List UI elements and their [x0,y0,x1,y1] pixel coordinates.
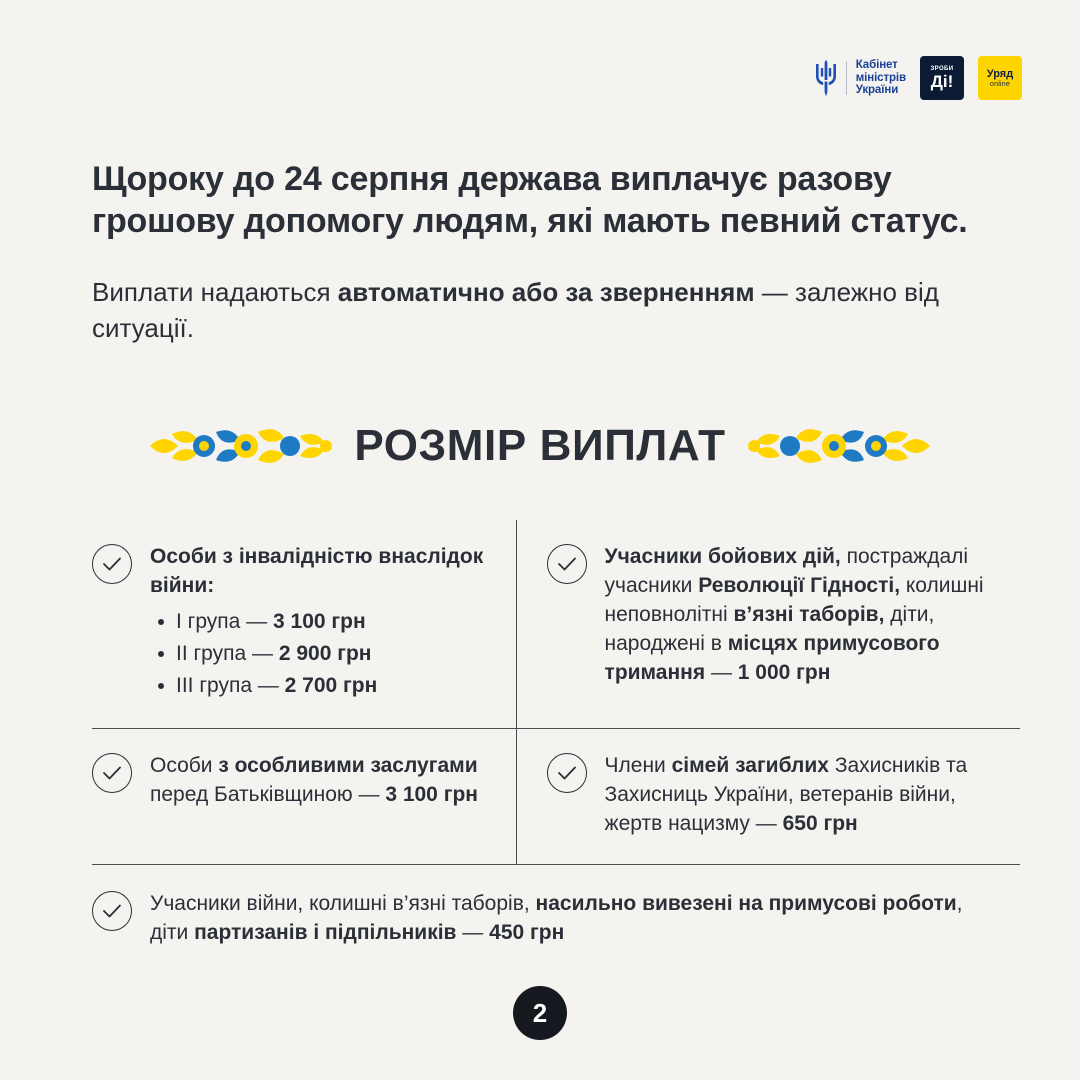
families-bold-2: сімей загиблих [671,754,829,777]
check-circle-icon [92,544,132,584]
header-logos [815,56,1022,100]
sub-text-before: Виплати надаються [92,277,338,307]
cabinet-of-ministers-logo [815,59,906,97]
section-title: РОЗМІР ВИПЛАТ [354,421,726,470]
floral-ornament-icon [142,418,332,474]
families-text-1: Члени [604,754,672,777]
gov-line-1: Кабінет [855,59,898,72]
list-item [176,670,492,702]
payment-card-families-text [605,751,996,838]
combatants-amount: 1 000 грн [737,661,831,684]
war-text-3: , діти [150,892,963,944]
war-bold-4: партизанів і підпільників [194,921,457,944]
payment-card-combatants-text [605,542,996,687]
sub-text-bold: автоматично або за зверненням [337,277,755,307]
group-3-label: III група — [176,674,285,697]
merits-bold-2: з особливими заслугами [218,754,478,777]
group-3-amount: 2 700 грн [284,674,378,697]
uryad-online-logo [978,56,1022,100]
disability-group-list [150,606,492,702]
combatants-bold-3: Революції Гідності, [698,574,901,597]
uryad-line-1: Уряд [986,67,1014,80]
payment-card-special-merits-text [150,751,492,809]
group-1-amount: 3 100 грн [273,610,366,633]
lead-paragraph: Щороку до 24 серпня держава виплачує разову грошову допомогу людям, які мають певний статус. [92,160,968,240]
group-2-amount: 2 900 грн [278,642,372,665]
sub-paragraph [92,274,982,346]
check-circle-icon [92,891,132,931]
merits-text-1: Особи [150,754,219,777]
page-number-badge: 2 [513,986,567,1040]
combatants-text-2: постраждалі учасники [604,545,969,597]
diia-logo [920,56,964,100]
payment-card-combatants [517,520,1020,728]
check-circle-icon [547,753,587,793]
group-2-label: II група — [176,642,279,665]
intro-block [92,158,982,346]
floral-ornament-icon [748,418,938,474]
gov-line-2: міністрів [855,71,906,84]
war-bold-2: насильно вивезені на примусові роботи [535,892,957,915]
group-1-label: I група — [176,610,273,633]
merits-text-3: перед Батьківщиною — [150,783,386,806]
families-amount: 650 грн [782,812,858,835]
combatants-bold-7: місцях примусового тримання [604,632,940,684]
payments-grid [92,520,1020,973]
uryad-line-2: online [990,80,1010,88]
payment-card-families [517,729,1020,864]
check-circle-icon [547,544,587,584]
payment-card-special-merits [92,729,516,864]
war-amount: 450 грн [489,921,565,944]
grid-horizontal-divider [92,864,1020,865]
gov-line-3: України [855,84,899,97]
combatants-bold-1: Учасники бойових дій, [604,545,841,568]
payment-card-war-participants [92,865,1020,973]
payment-card-disability-text [150,542,492,702]
grid-vertical-divider [516,729,517,864]
war-text-1: Учасники війни, колишні в’язні таборів, [150,892,536,915]
payments-row-3 [92,865,1020,973]
combatants-bold-5: в’язні таборів, [733,603,885,626]
list-item [176,606,492,638]
merits-amount: 3 100 грн [385,783,478,806]
combatants-text-4: колишні неповнолітні [604,574,984,626]
combatants-text-6: діти, народжені в [604,603,935,655]
families-text-3: Захисників та Захисниць України, ветеранів війни, жертв нацизму — [604,754,968,835]
combatants-text-8: — [705,661,738,684]
payment-card-disability [92,520,516,728]
section-title-row [0,418,1080,474]
check-circle-icon [92,753,132,793]
ukraine-trident-icon [815,59,837,97]
disability-heading: Особи з інвалідністю внаслідок війни: [150,545,484,597]
diia-big-label: Діǃ [930,71,954,91]
payment-card-war-participants-text [150,889,996,947]
sub-text-after: — залежно від ситуації. [92,277,939,343]
grid-horizontal-divider [92,728,1020,729]
payments-row-1 [92,520,1020,728]
list-item [176,638,492,670]
cabinet-of-ministers-label [856,59,906,97]
payments-row-2 [92,729,1020,864]
war-text-5: — [456,921,490,944]
diia-small-label: ЗРОБИ [930,65,954,72]
logo-divider [846,61,847,95]
grid-vertical-divider [516,520,517,728]
